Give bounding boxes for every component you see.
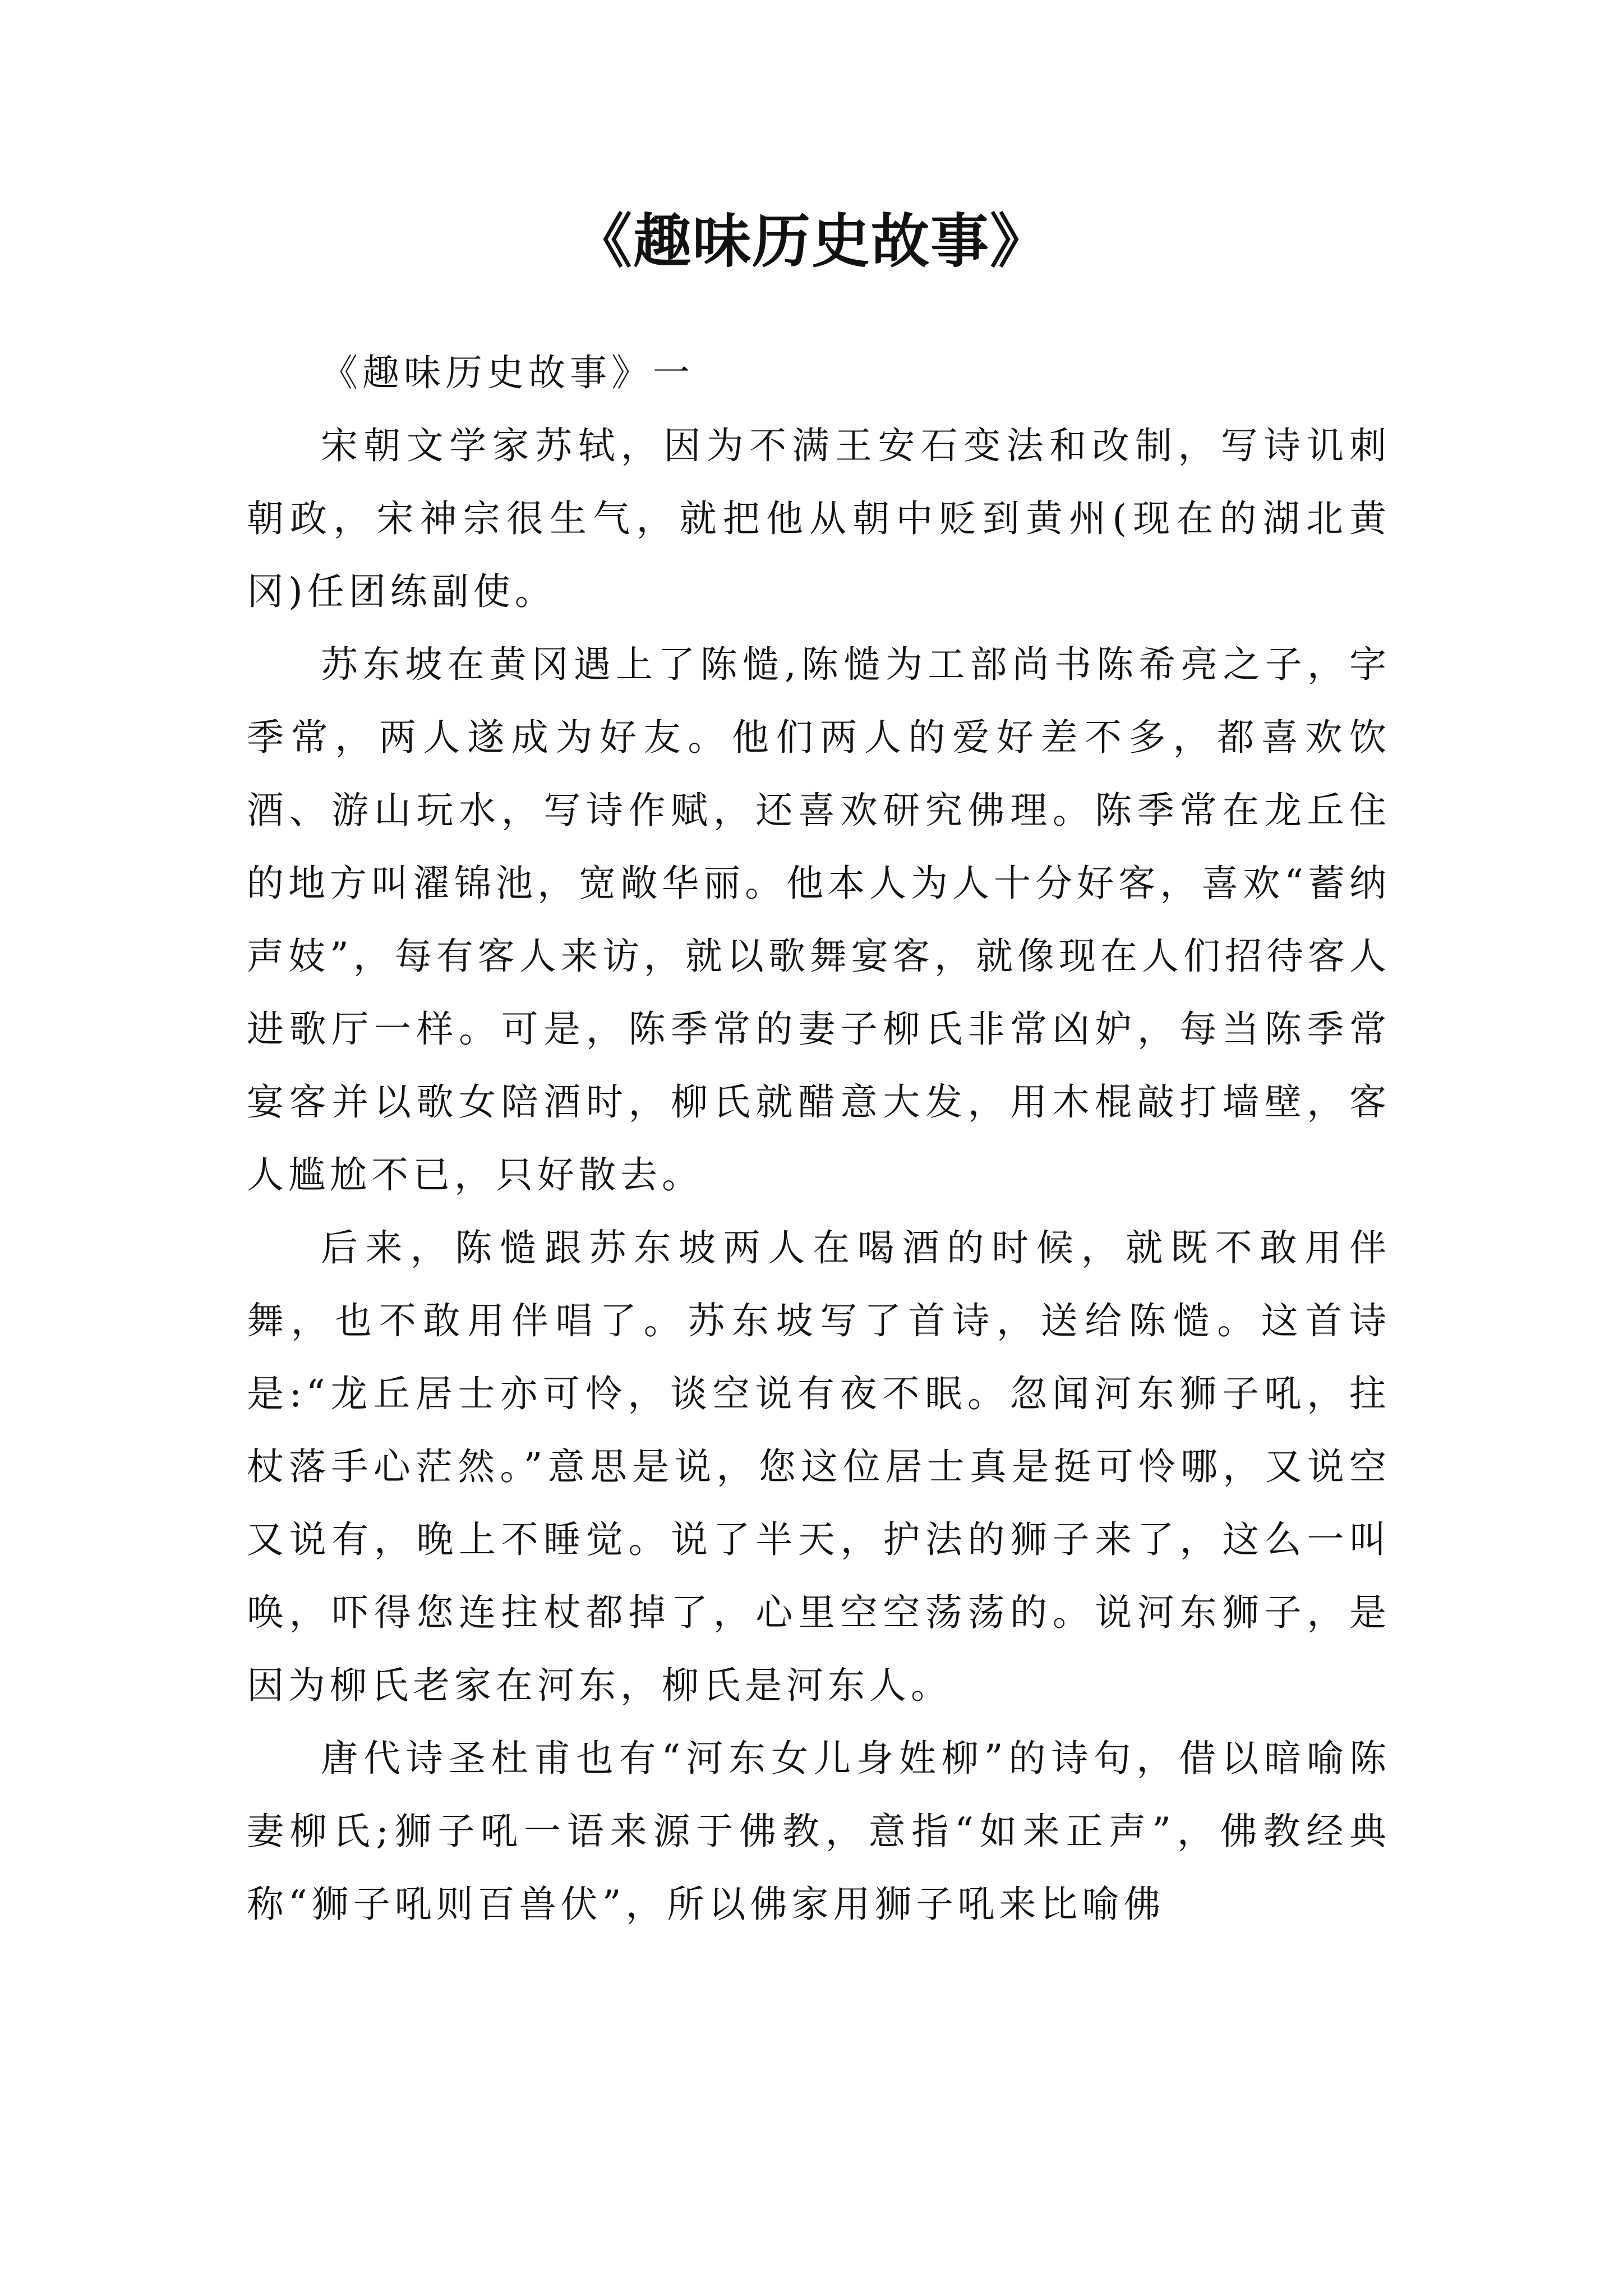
- document-title: 《趣味历史故事》: [573, 206, 1049, 275]
- paragraph-3: 后来，陈慥跟苏东坡两人在喝酒的时候，就既不敢用伴舞，也不敢用伴唱了。苏东坡写了首诗，送给陈慥。这首诗是:“龙丘居士亦可怜，谈空说有夜不眠。忽闻河东狮子吼，拄杖落手心茫然。”意思是说，您这位居士真是挺可怜哪，又说空又说有，晚上不睡觉。说了半天，护法的狮子来了，这么一叫唤，吓得您连拄杖都掉了，心里空空荡荡的。说河东狮子，是因为柳氏老家在河东，柳氏是河东人。: [247, 1226, 1391, 1707]
- paragraph-1: 宋朝文学家苏轼，因为不满王安石变法和改制，写诗讥刺朝政，宋神宗很生气，就把他从朝中贬到黄州(现在的湖北黄冈)任团练副使。: [247, 424, 1391, 613]
- document-body: [247, 337, 1391, 1941]
- section-heading: 《趣味历史故事》一: [321, 351, 694, 394]
- paragraph-2: 苏东坡在黄冈遇上了陈慥,陈慥为工部尚书陈希亮之子，字季常，两人遂成为好友。他们两人的爱好差不多，都喜欢饮酒、游山玩水，写诗作赋，还喜欢研究佛理。陈季常在龙丘住的地方叫濯锦池，宽敞华丽。他本人为人十分好客，喜欢“蓄纳声妓”，每有客人来访，就以歌舞宴客，就像现在人们招待客人进歌厅一样。可是，陈季常的妻子柳氏非常凶妒，每当陈季常宴客并以歌女陪酒时，柳氏就醋意大发，用木棍敲打墙壁，客人尴尬不已，只好散去。: [247, 643, 1391, 1197]
- paragraph-4: 唐代诗圣杜甫也有“河东女儿身姓柳”的诗句，借以暗喻陈妻柳氏;狮子吼一语来源于佛教，意指“如来正声”，佛教经典称“狮子吼则百兽伏”，所以佛家用狮子吼来比喻佛: [247, 1737, 1391, 1926]
